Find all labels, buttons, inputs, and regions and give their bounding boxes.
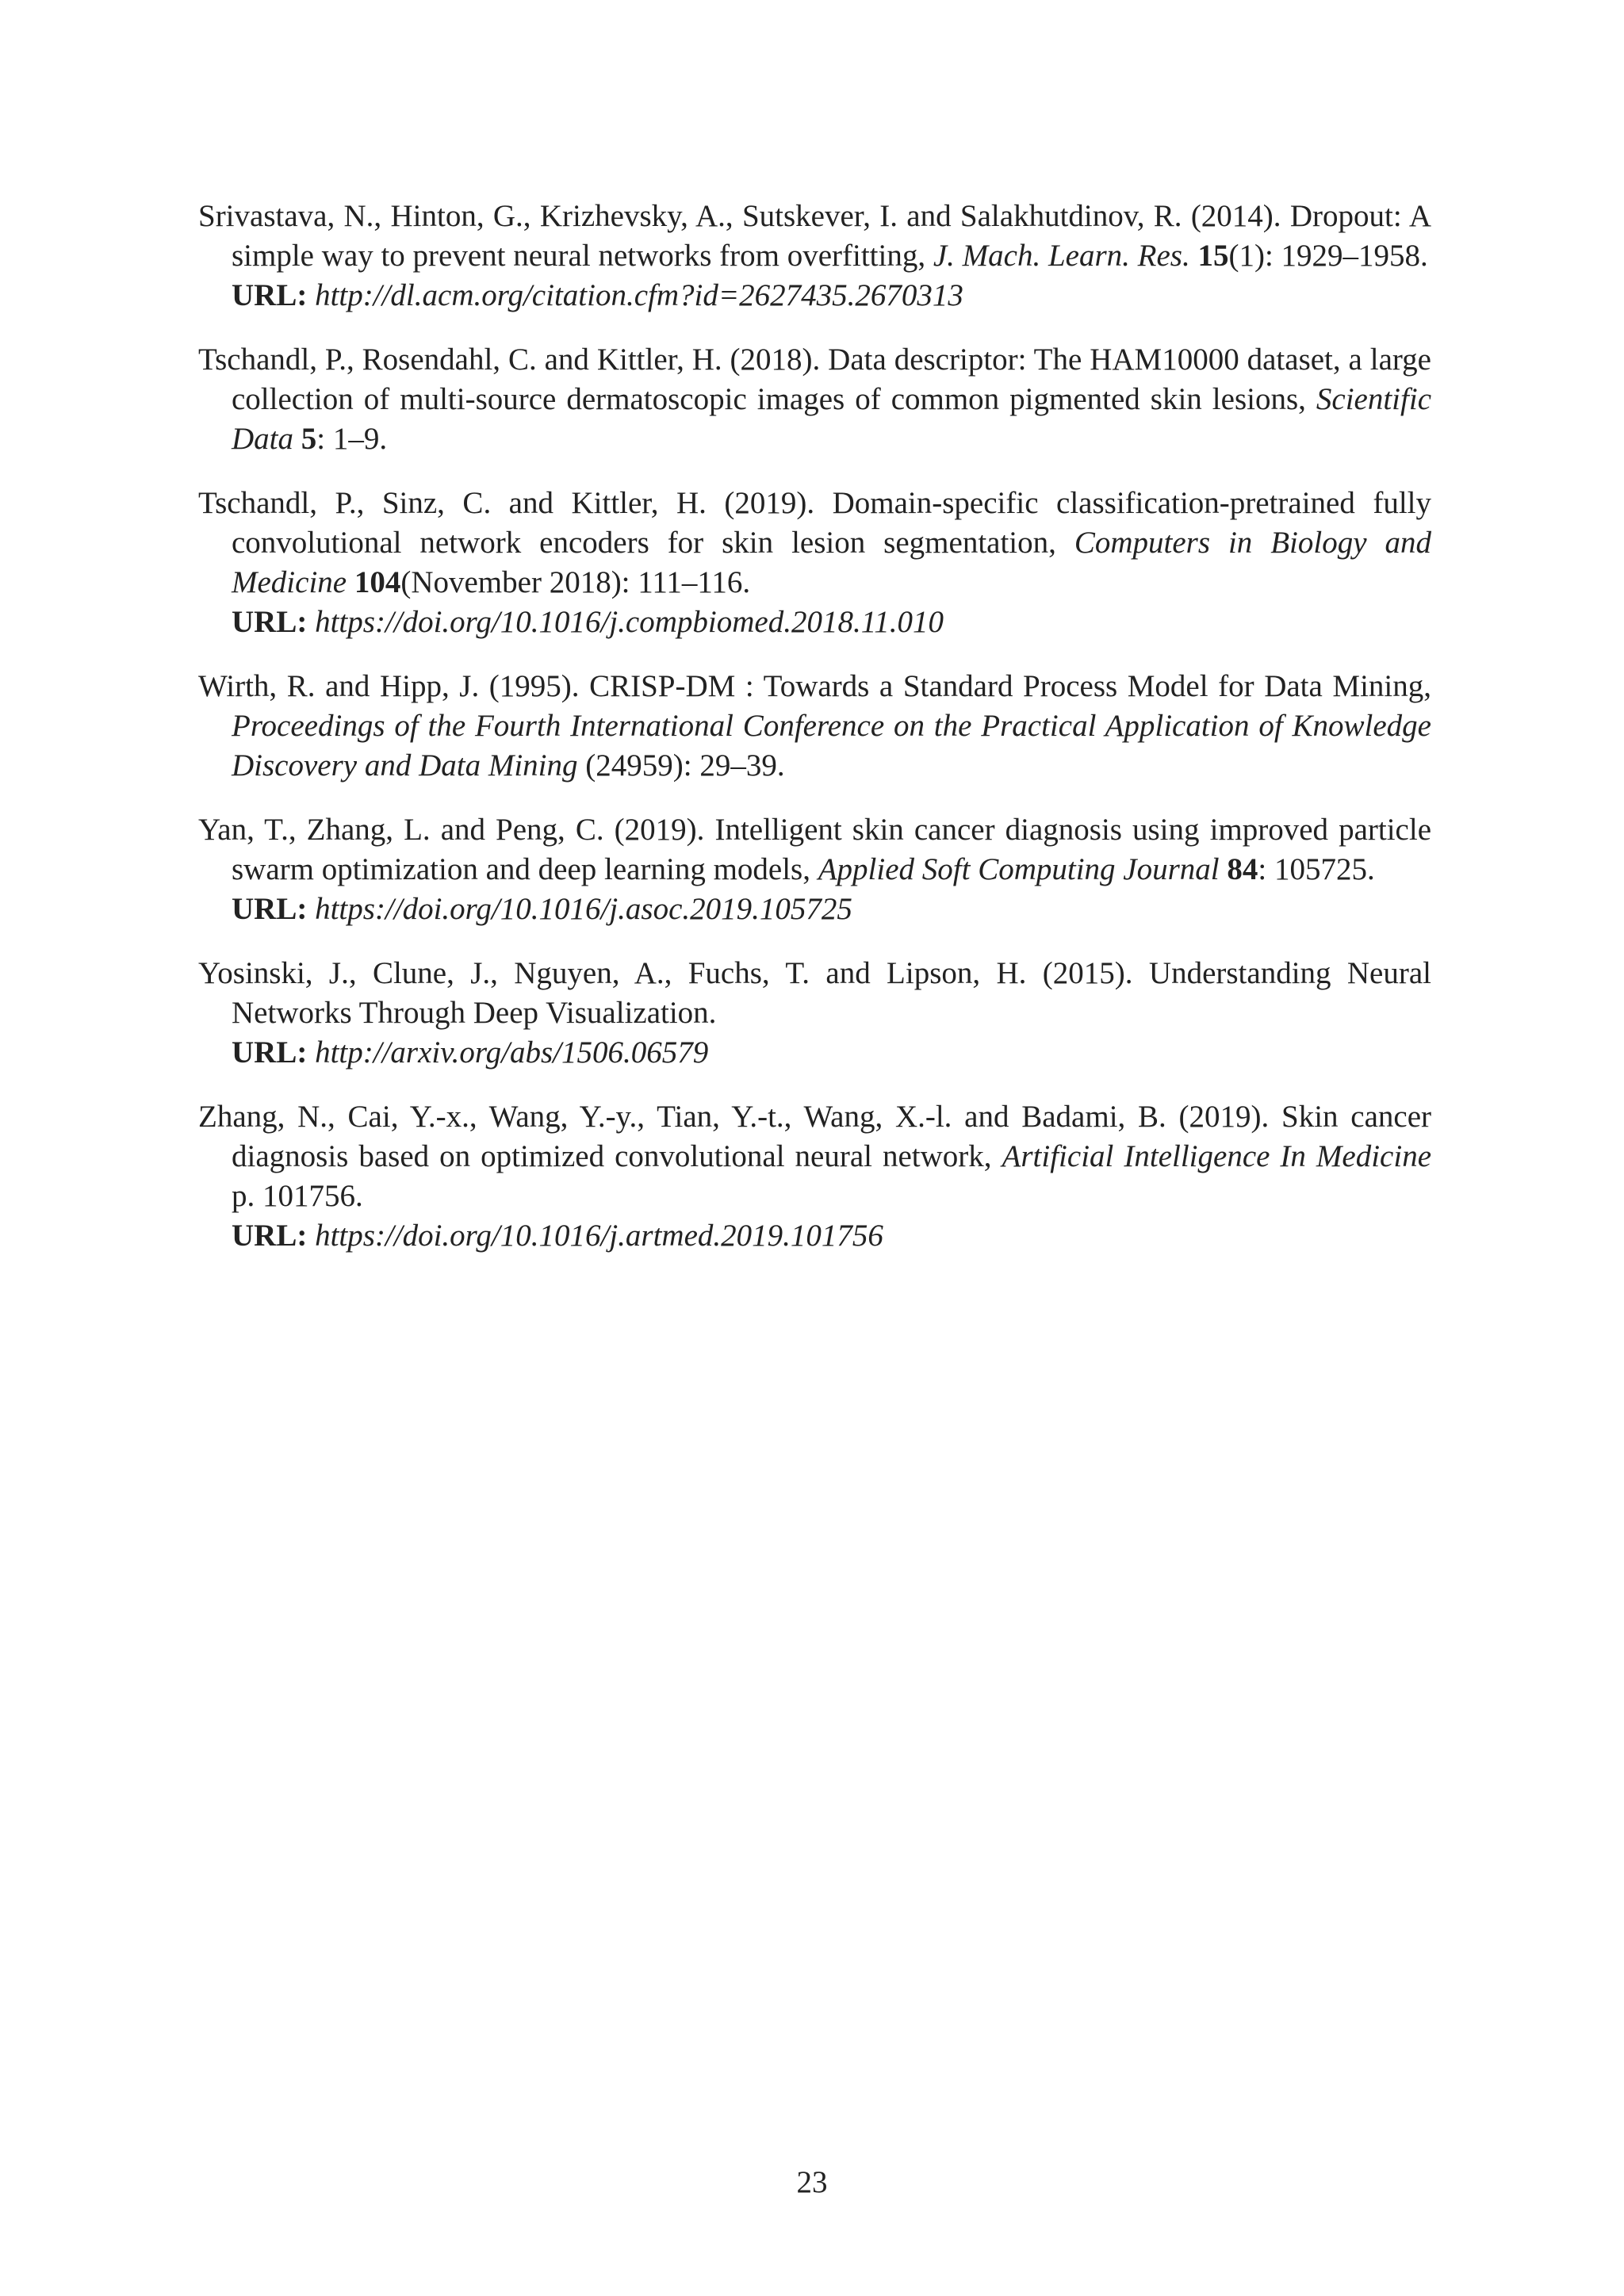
reference-authors-year: Srivastava, N., Hinton, G., Krizhevsky, A., Sutskever, I. and Salakhutdinov, R. (2014).: [198, 199, 1281, 233]
reference-pages: (November 2018): 111–116.: [400, 565, 751, 599]
reference-url-link[interactable]: https://doi.org/10.1016/j.asoc.2019.105725: [315, 892, 852, 926]
reference-pages: (1): 1929–1958.: [1228, 239, 1428, 273]
reference-entry: [198, 810, 1431, 929]
reference-volume: 104: [354, 565, 401, 599]
reference-authors-year: Zhang, N., Cai, Y.-x., Wang, Y.-y., Tian, Y.-t., Wang, X.-l. and Badami, B. (2019).: [198, 1100, 1270, 1134]
reference-venue: Applied Soft Computing Journal: [818, 852, 1220, 886]
reference-venue: J. Mach. Learn. Res.: [933, 239, 1190, 273]
reference-entry: [198, 197, 1431, 316]
reference-url-line: [232, 1033, 1431, 1073]
reference-url-link[interactable]: https://doi.org/10.1016/j.compbiomed.2018.11.010: [315, 605, 944, 639]
reference-title: Understanding Neural Networks Through Deep Visualization.: [232, 956, 1432, 1030]
reference-pages: (24959): 29–39.: [577, 748, 785, 783]
reference-title: Domain-specific classification-pretrained fully convolutional network encoders for skin lesion segmentation,: [232, 486, 1431, 560]
reference-venue: Artificial Intelligence In Medicine: [1002, 1139, 1432, 1173]
reference-entry: [198, 340, 1431, 459]
reference-venue: Scientific Data: [232, 382, 1431, 456]
reference-volume: 5: [301, 422, 317, 456]
reference-title: Dropout: A simple way to prevent neural networks from overfitting,: [232, 199, 1431, 273]
reference-authors-year: Yosinski, J., Clune, J., Nguyen, A., Fuchs, T. and Lipson, H. (2015).: [198, 956, 1133, 990]
reference-authors-year: Tschandl, P., Sinz, C. and Kittler, H. (2019).: [198, 486, 815, 520]
reference-entry: [198, 954, 1431, 1073]
reference-url-link[interactable]: https://doi.org/10.1016/j.artmed.2019.101756: [315, 1219, 883, 1253]
reference-entry: [198, 667, 1431, 786]
reference-url-link[interactable]: http://dl.acm.org/citation.cfm?id=2627435.2670313: [315, 278, 963, 312]
reference-pages: : 105725.: [1258, 852, 1375, 886]
url-label: URL:: [232, 892, 308, 926]
reference-title: Data descriptor: The HAM10000 dataset, a large collection of multi-source dermatoscopic images of common pigmented skin lesions,: [232, 342, 1431, 416]
reference-venue: Proceedings of the Fourth International Conference on the Practical Application of Knowledge Discovery and Data Mining: [232, 709, 1431, 783]
reference-venue: Computers in Biology and Medicine: [232, 526, 1431, 599]
reference-url-link[interactable]: http://arxiv.org/abs/1506.06579: [315, 1035, 709, 1070]
reference-volume: 84: [1227, 852, 1258, 886]
reference-url-line: [232, 603, 1431, 642]
url-label: URL:: [232, 605, 308, 639]
url-label: URL:: [232, 1035, 308, 1070]
reference-title: Intelligent skin cancer diagnosis using improved particle swarm optimization and deep learning models,: [232, 813, 1432, 886]
reference-list: [198, 197, 1431, 1280]
reference-pages: : 1–9.: [316, 422, 388, 456]
page-number: 23: [796, 2165, 828, 2199]
reference-title: CRISP-DM : Towards a Standard Process Model for Data Mining,: [589, 669, 1432, 703]
reference-authors-year: Yan, T., Zhang, L. and Peng, C. (2019).: [198, 813, 705, 847]
url-label: URL:: [232, 1219, 308, 1253]
reference-url-line: [232, 890, 1431, 929]
reference-entry: [198, 484, 1431, 642]
reference-authors-year: Tschandl, P., Rosendahl, C. and Kittler, H. (2018).: [198, 342, 821, 377]
reference-entry: [198, 1097, 1431, 1256]
reference-pages: p. 101756.: [232, 1179, 363, 1213]
reference-title: Skin cancer diagnosis based on optimized convolutional neural network,: [232, 1100, 1431, 1173]
reference-authors-year: Wirth, R. and Hipp, J. (1995).: [198, 669, 580, 703]
url-label: URL:: [232, 278, 308, 312]
reference-volume: 15: [1197, 239, 1229, 273]
reference-url-line: [232, 1216, 1431, 1256]
reference-url-line: [232, 276, 1431, 316]
